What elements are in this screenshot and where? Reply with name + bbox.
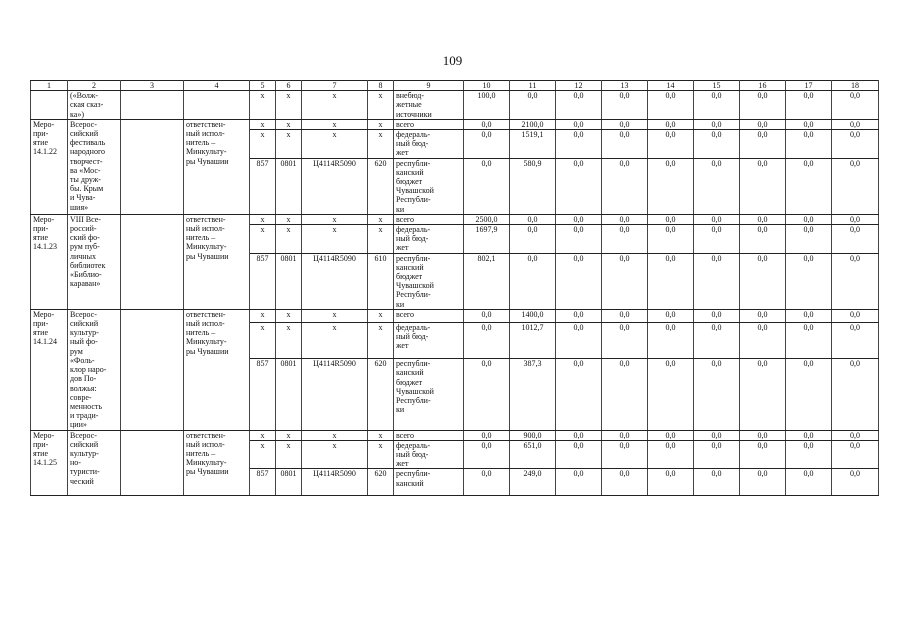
- value-cell: 0,0: [602, 119, 648, 129]
- value-cell: 0,0: [648, 158, 694, 214]
- value-cell: 0,0: [832, 322, 879, 358]
- value-cell: 0,0: [694, 309, 740, 322]
- value-cell: 0,0: [648, 91, 694, 120]
- value-cell: 580,9: [510, 158, 556, 214]
- table-row: [31, 91, 879, 120]
- value-cell: 0,0: [786, 214, 832, 224]
- code-cell: x: [250, 309, 276, 322]
- code-cell: x: [368, 214, 394, 224]
- value-cell: 0,0: [602, 225, 648, 254]
- code-cell: x: [250, 440, 276, 469]
- event-id-cell: Меро- при- ятие 14.1.23: [31, 214, 68, 309]
- value-cell: 0,0: [556, 322, 602, 358]
- code-cell: 857: [250, 253, 276, 309]
- code-cell: x: [276, 214, 302, 224]
- code-cell: x: [302, 225, 368, 254]
- value-cell: 0,0: [602, 309, 648, 322]
- column-number-header: 5: [250, 81, 276, 91]
- event-id-cell: Меро- при- ятие 14.1.24: [31, 309, 68, 430]
- value-cell: 0,0: [832, 440, 879, 469]
- code-cell: x: [368, 119, 394, 129]
- value-cell: 0,0: [786, 309, 832, 322]
- table-row: [31, 214, 879, 224]
- value-cell: 0,0: [694, 359, 740, 430]
- column-number-header: 16: [740, 81, 786, 91]
- value-cell: 0,0: [464, 359, 510, 430]
- column-number-header: 12: [556, 81, 602, 91]
- value-cell: 0,0: [832, 430, 879, 440]
- column-number-header: 8: [368, 81, 394, 91]
- value-cell: 0,0: [786, 359, 832, 430]
- code-cell: x: [250, 119, 276, 129]
- funding-source-cell: всего: [394, 309, 464, 322]
- value-cell: 0,0: [694, 119, 740, 129]
- code-cell: x: [368, 440, 394, 469]
- value-cell: 0,0: [648, 225, 694, 254]
- value-cell: 249,0: [510, 469, 556, 496]
- value-cell: 0,0: [602, 469, 648, 496]
- value-cell: 0,0: [648, 130, 694, 159]
- value-cell: 0,0: [740, 440, 786, 469]
- code-cell: x: [250, 130, 276, 159]
- code-cell: Ц4114R5090: [302, 158, 368, 214]
- value-cell: 100,0: [464, 91, 510, 120]
- executor-cell: ответствен- ный испол- нитель – Минкульту- ры Чувашии: [184, 214, 250, 309]
- value-cell: 0,0: [602, 359, 648, 430]
- funding-source-cell: республи- канский бюджет Чувашской Республи- ки: [394, 253, 464, 309]
- event-name-cell: Всерос- сийский фестиваль народного творчест- ва «Мос- ты друж- бы. Крым и Чува- шия»: [68, 119, 121, 214]
- table-row: [31, 119, 879, 129]
- code-cell: x: [276, 322, 302, 358]
- budget-table: [30, 80, 879, 496]
- code-cell: Ц4114R5090: [302, 253, 368, 309]
- code-cell: x: [302, 440, 368, 469]
- funding-source-cell: республи- канский бюджет Чувашской Республи- ки: [394, 359, 464, 430]
- column-number-header: 9: [394, 81, 464, 91]
- value-cell: 0,0: [648, 359, 694, 430]
- code-cell: 620: [368, 469, 394, 496]
- code-cell: x: [302, 130, 368, 159]
- code-cell: x: [368, 225, 394, 254]
- value-cell: 0,0: [832, 309, 879, 322]
- value-cell: 0,0: [786, 469, 832, 496]
- value-cell: 0,0: [694, 430, 740, 440]
- code-cell: x: [276, 119, 302, 129]
- column-number-header: 1: [31, 81, 68, 91]
- code-cell: x: [250, 430, 276, 440]
- value-cell: 0,0: [510, 253, 556, 309]
- value-cell: 0,0: [832, 225, 879, 254]
- code-cell: Ц4114R5090: [302, 359, 368, 430]
- value-cell: 0,0: [510, 91, 556, 120]
- funding-source-cell: республи- канский бюджет Чувашской Республи- ки: [394, 158, 464, 214]
- value-cell: 900,0: [510, 430, 556, 440]
- value-cell: 0,0: [832, 469, 879, 496]
- value-cell: 0,0: [464, 119, 510, 129]
- executor-cell: ответствен- ный испол- нитель – Минкульту- ры Чувашии: [184, 430, 250, 496]
- funding-source-cell: федераль- ный бюд- жет: [394, 322, 464, 358]
- code-cell: x: [302, 91, 368, 120]
- value-cell: 0,0: [786, 91, 832, 120]
- code-cell: x: [276, 430, 302, 440]
- value-cell: 0,0: [556, 359, 602, 430]
- code-cell: x: [368, 91, 394, 120]
- cell-col3: [121, 430, 184, 496]
- cell-col3: [121, 91, 184, 120]
- cell-col3: [121, 214, 184, 309]
- code-cell: Ц4114R5090: [302, 469, 368, 496]
- value-cell: 0,0: [556, 214, 602, 224]
- value-cell: 0,0: [510, 225, 556, 254]
- code-cell: x: [302, 214, 368, 224]
- value-cell: 0,0: [832, 253, 879, 309]
- value-cell: 0,0: [602, 130, 648, 159]
- value-cell: 0,0: [510, 214, 556, 224]
- table-row: [31, 309, 879, 322]
- value-cell: 0,0: [556, 158, 602, 214]
- code-cell: 620: [368, 359, 394, 430]
- cell-col3: [121, 119, 184, 214]
- code-cell: x: [276, 309, 302, 322]
- value-cell: 0,0: [694, 440, 740, 469]
- code-cell: x: [276, 225, 302, 254]
- value-cell: 0,0: [786, 158, 832, 214]
- value-cell: 0,0: [832, 119, 879, 129]
- value-cell: 0,0: [740, 214, 786, 224]
- code-cell: 0801: [276, 158, 302, 214]
- funding-source-cell: федераль- ный бюд- жет: [394, 440, 464, 469]
- executor-cell: ответствен- ный испол- нитель – Минкульту- ры Чувашии: [184, 309, 250, 430]
- code-cell: x: [368, 130, 394, 159]
- cell-col1: [31, 91, 68, 120]
- funding-source-cell: республи- канский: [394, 469, 464, 496]
- value-cell: 0,0: [556, 440, 602, 469]
- value-cell: 1012,7: [510, 322, 556, 358]
- value-cell: 0,0: [694, 130, 740, 159]
- value-cell: 0,0: [648, 322, 694, 358]
- code-cell: x: [368, 430, 394, 440]
- value-cell: 0,0: [786, 430, 832, 440]
- event-name-cell: Всерос- сийский культур- ный фо- рум «Фоль- клор наро- дов По- волжья: совре- менность и тради- ции»: [68, 309, 121, 430]
- column-number-header: 17: [786, 81, 832, 91]
- executor-cell: ответствен- ный испол- нитель – Минкульту- ры Чувашии: [184, 119, 250, 214]
- column-number-header: 4: [184, 81, 250, 91]
- column-number-header: 14: [648, 81, 694, 91]
- funding-source-cell: федераль- ный бюд- жет: [394, 225, 464, 254]
- value-cell: 0,0: [602, 430, 648, 440]
- value-cell: 0,0: [786, 440, 832, 469]
- column-number-header: 15: [694, 81, 740, 91]
- value-cell: 0,0: [786, 225, 832, 254]
- value-cell: 0,0: [464, 430, 510, 440]
- value-cell: 0,0: [786, 253, 832, 309]
- value-cell: 0,0: [740, 119, 786, 129]
- value-cell: 0,0: [740, 225, 786, 254]
- funding-source-cell: всего: [394, 430, 464, 440]
- value-cell: 0,0: [694, 225, 740, 254]
- value-cell: 1697,9: [464, 225, 510, 254]
- value-cell: 0,0: [556, 469, 602, 496]
- value-cell: 0,0: [832, 214, 879, 224]
- code-cell: 0801: [276, 359, 302, 430]
- value-cell: 0,0: [740, 430, 786, 440]
- value-cell: 0,0: [694, 253, 740, 309]
- value-cell: 0,0: [740, 469, 786, 496]
- value-cell: 0,0: [740, 359, 786, 430]
- value-cell: 0,0: [556, 430, 602, 440]
- value-cell: 0,0: [648, 430, 694, 440]
- value-cell: 387,3: [510, 359, 556, 430]
- funding-source-cell: всего: [394, 119, 464, 129]
- value-cell: 0,0: [740, 91, 786, 120]
- value-cell: 651,0: [510, 440, 556, 469]
- code-cell: 620: [368, 158, 394, 214]
- code-cell: x: [368, 309, 394, 322]
- value-cell: 0,0: [832, 130, 879, 159]
- value-cell: 0,0: [602, 214, 648, 224]
- column-number-header: 3: [121, 81, 184, 91]
- value-cell: 0,0: [832, 91, 879, 120]
- value-cell: 0,0: [464, 322, 510, 358]
- value-cell: 0,0: [648, 309, 694, 322]
- code-cell: x: [368, 322, 394, 358]
- value-cell: 0,0: [648, 253, 694, 309]
- event-name-cell: («Волж- ская сказ- ка»): [68, 91, 121, 120]
- event-name-cell: Всерос- сийский культур- но- туристи- ческий: [68, 430, 121, 496]
- column-number-header: 6: [276, 81, 302, 91]
- value-cell: 0,0: [740, 322, 786, 358]
- page-number: 109: [442, 53, 463, 68]
- code-cell: x: [302, 430, 368, 440]
- value-cell: 0,0: [464, 440, 510, 469]
- code-cell: x: [276, 440, 302, 469]
- column-number-header: 18: [832, 81, 879, 91]
- cell-col4: [184, 91, 250, 120]
- code-cell: 0801: [276, 253, 302, 309]
- value-cell: 0,0: [602, 253, 648, 309]
- value-cell: 0,0: [832, 158, 879, 214]
- code-cell: x: [250, 91, 276, 120]
- value-cell: 0,0: [740, 158, 786, 214]
- value-cell: 1519,1: [510, 130, 556, 159]
- column-number-header: 13: [602, 81, 648, 91]
- code-cell: 610: [368, 253, 394, 309]
- value-cell: 0,0: [648, 440, 694, 469]
- value-cell: 0,0: [556, 130, 602, 159]
- value-cell: 0,0: [464, 130, 510, 159]
- value-cell: 0,0: [602, 322, 648, 358]
- value-cell: 0,0: [740, 130, 786, 159]
- value-cell: 0,0: [556, 309, 602, 322]
- value-cell: 0,0: [694, 158, 740, 214]
- value-cell: 0,0: [464, 309, 510, 322]
- code-cell: 857: [250, 158, 276, 214]
- column-number-header: 10: [464, 81, 510, 91]
- code-cell: 857: [250, 469, 276, 496]
- code-cell: x: [302, 309, 368, 322]
- table-row: [31, 430, 879, 440]
- value-cell: 0,0: [786, 130, 832, 159]
- code-cell: 0801: [276, 469, 302, 496]
- value-cell: 0,0: [694, 214, 740, 224]
- value-cell: 802,1: [464, 253, 510, 309]
- value-cell: 0,0: [694, 469, 740, 496]
- code-cell: x: [276, 130, 302, 159]
- value-cell: 0,0: [464, 469, 510, 496]
- code-cell: x: [250, 214, 276, 224]
- value-cell: 0,0: [464, 158, 510, 214]
- value-cell: 0,0: [602, 158, 648, 214]
- value-cell: 0,0: [786, 119, 832, 129]
- value-cell: 0,0: [556, 91, 602, 120]
- value-cell: 0,0: [694, 322, 740, 358]
- funding-source-cell: федераль- ный бюд- жет: [394, 130, 464, 159]
- code-cell: x: [276, 91, 302, 120]
- value-cell: 0,0: [556, 119, 602, 129]
- event-id-cell: Меро- при- ятие 14.1.25: [31, 430, 68, 496]
- column-number-header: 2: [68, 81, 121, 91]
- code-cell: x: [250, 225, 276, 254]
- funding-source-cell: внебюд- жетные источники: [394, 91, 464, 120]
- value-cell: 0,0: [740, 309, 786, 322]
- value-cell: 0,0: [648, 469, 694, 496]
- funding-source-cell: всего: [394, 214, 464, 224]
- value-cell: 0,0: [648, 214, 694, 224]
- column-number-header: 11: [510, 81, 556, 91]
- column-number-row: [31, 81, 879, 91]
- value-cell: 2100,0: [510, 119, 556, 129]
- column-number-header: 7: [302, 81, 368, 91]
- value-cell: 1400,0: [510, 309, 556, 322]
- event-id-cell: Меро- при- ятие 14.1.22: [31, 119, 68, 214]
- value-cell: 0,0: [694, 91, 740, 120]
- value-cell: 0,0: [786, 322, 832, 358]
- code-cell: 857: [250, 359, 276, 430]
- cell-col3: [121, 309, 184, 430]
- value-cell: 0,0: [648, 119, 694, 129]
- event-name-cell: VIII Все- россий- ский фо- рум пуб- личных библиотек «Библио- караван»: [68, 214, 121, 309]
- value-cell: 2500,0: [464, 214, 510, 224]
- value-cell: 0,0: [740, 253, 786, 309]
- code-cell: x: [302, 322, 368, 358]
- code-cell: x: [250, 322, 276, 358]
- value-cell: 0,0: [832, 359, 879, 430]
- code-cell: x: [302, 119, 368, 129]
- value-cell: 0,0: [602, 440, 648, 469]
- value-cell: 0,0: [602, 91, 648, 120]
- value-cell: 0,0: [556, 253, 602, 309]
- value-cell: 0,0: [556, 225, 602, 254]
